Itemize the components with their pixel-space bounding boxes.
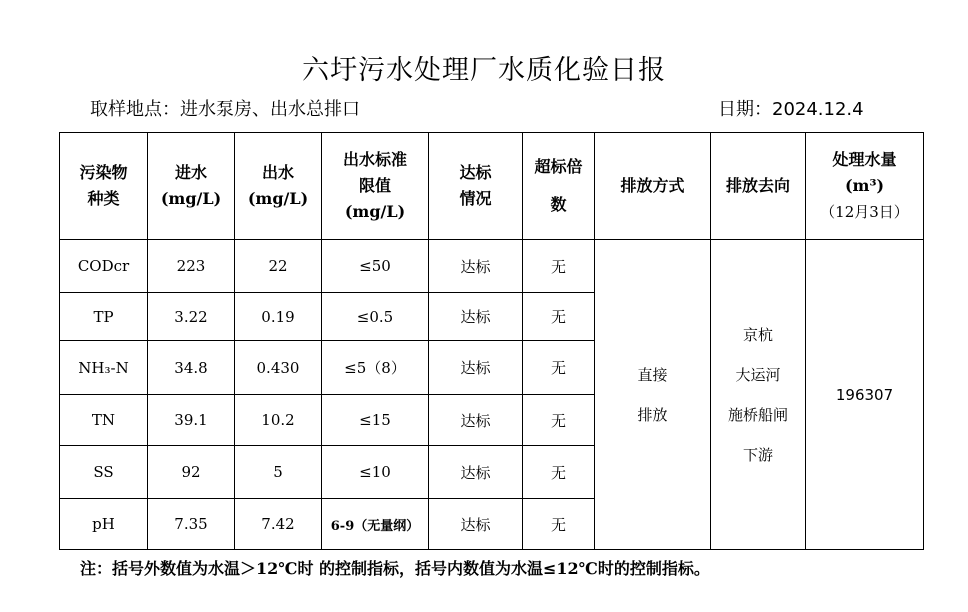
- exceed-value: 无: [523, 395, 595, 446]
- discharge-method-cell: 直接 排放: [595, 240, 711, 550]
- status-value: 达标: [429, 395, 523, 446]
- effluent-value: 5: [235, 446, 322, 499]
- treated-volume-value: 196307: [806, 240, 924, 550]
- param-name: TN: [60, 395, 148, 446]
- effluent-value: 0.430: [235, 341, 322, 395]
- status-value: 达标: [429, 499, 523, 550]
- header-row: [60, 133, 924, 240]
- influent-value: 34.8: [148, 341, 235, 395]
- effluent-value: 10.2: [235, 395, 322, 446]
- header-pollutant: 污染物 种类: [60, 133, 148, 240]
- water-quality-table: [59, 132, 924, 550]
- param-name: pH: [60, 499, 148, 550]
- limit-value: ≤10: [322, 446, 429, 499]
- discharge-destination-cell: 京杭 大运河 施桥船闸 下游: [711, 240, 806, 550]
- influent-value: 39.1: [148, 395, 235, 446]
- header-treated-volume: 处理水量 (m³) （12月3日）: [806, 133, 924, 240]
- influent-value: 92: [148, 446, 235, 499]
- status-value: 达标: [429, 293, 523, 341]
- report-title: 六圩污水处理厂水质化验日报: [302, 55, 666, 86]
- footnote: 注：括号外数值为水温＞12℃时 的控制指标，括号内数值为水温≤12℃时的控制指标。: [80, 559, 710, 578]
- header-discharge-destination: 排放去向: [711, 133, 806, 240]
- header-influent: 进水 (mg/L): [148, 133, 235, 240]
- param-name: CODcr: [60, 240, 148, 293]
- limit-value: 6-9（无量纲）: [322, 499, 429, 550]
- header-discharge-method: 排放方式: [595, 133, 711, 240]
- exceed-value: 无: [523, 446, 595, 499]
- effluent-value: 7.42: [235, 499, 322, 550]
- limit-value: ≤50: [322, 240, 429, 293]
- param-name: TP: [60, 293, 148, 341]
- header-compliance: 达标 情况: [429, 133, 523, 240]
- status-value: 达标: [429, 341, 523, 395]
- exceed-value: 无: [523, 240, 595, 293]
- status-value: 达标: [429, 446, 523, 499]
- exceed-value: 无: [523, 499, 595, 550]
- status-value: 达标: [429, 240, 523, 293]
- effluent-value: 0.19: [235, 293, 322, 341]
- header-exceed: 超标倍 数: [523, 133, 595, 240]
- effluent-value: 22: [235, 240, 322, 293]
- sample-location: 取样地点：进水泵房、出水总排口: [90, 99, 360, 120]
- limit-value: ≤15: [322, 395, 429, 446]
- report-date: 日期：2024.12.4: [718, 99, 864, 120]
- param-name: SS: [60, 446, 148, 499]
- limit-value: ≤0.5: [322, 293, 429, 341]
- limit-value: ≤5（8）: [322, 341, 429, 395]
- exceed-value: 无: [523, 341, 595, 395]
- header-effluent: 出水 (mg/L): [235, 133, 322, 240]
- influent-value: 3.22: [148, 293, 235, 341]
- influent-value: 223: [148, 240, 235, 293]
- header-limit: 出水标准 限值 (mg/L): [322, 133, 429, 240]
- param-name: NH₃-N: [60, 341, 148, 395]
- exceed-value: 无: [523, 293, 595, 341]
- influent-value: 7.35: [148, 499, 235, 550]
- table-row: [60, 240, 924, 293]
